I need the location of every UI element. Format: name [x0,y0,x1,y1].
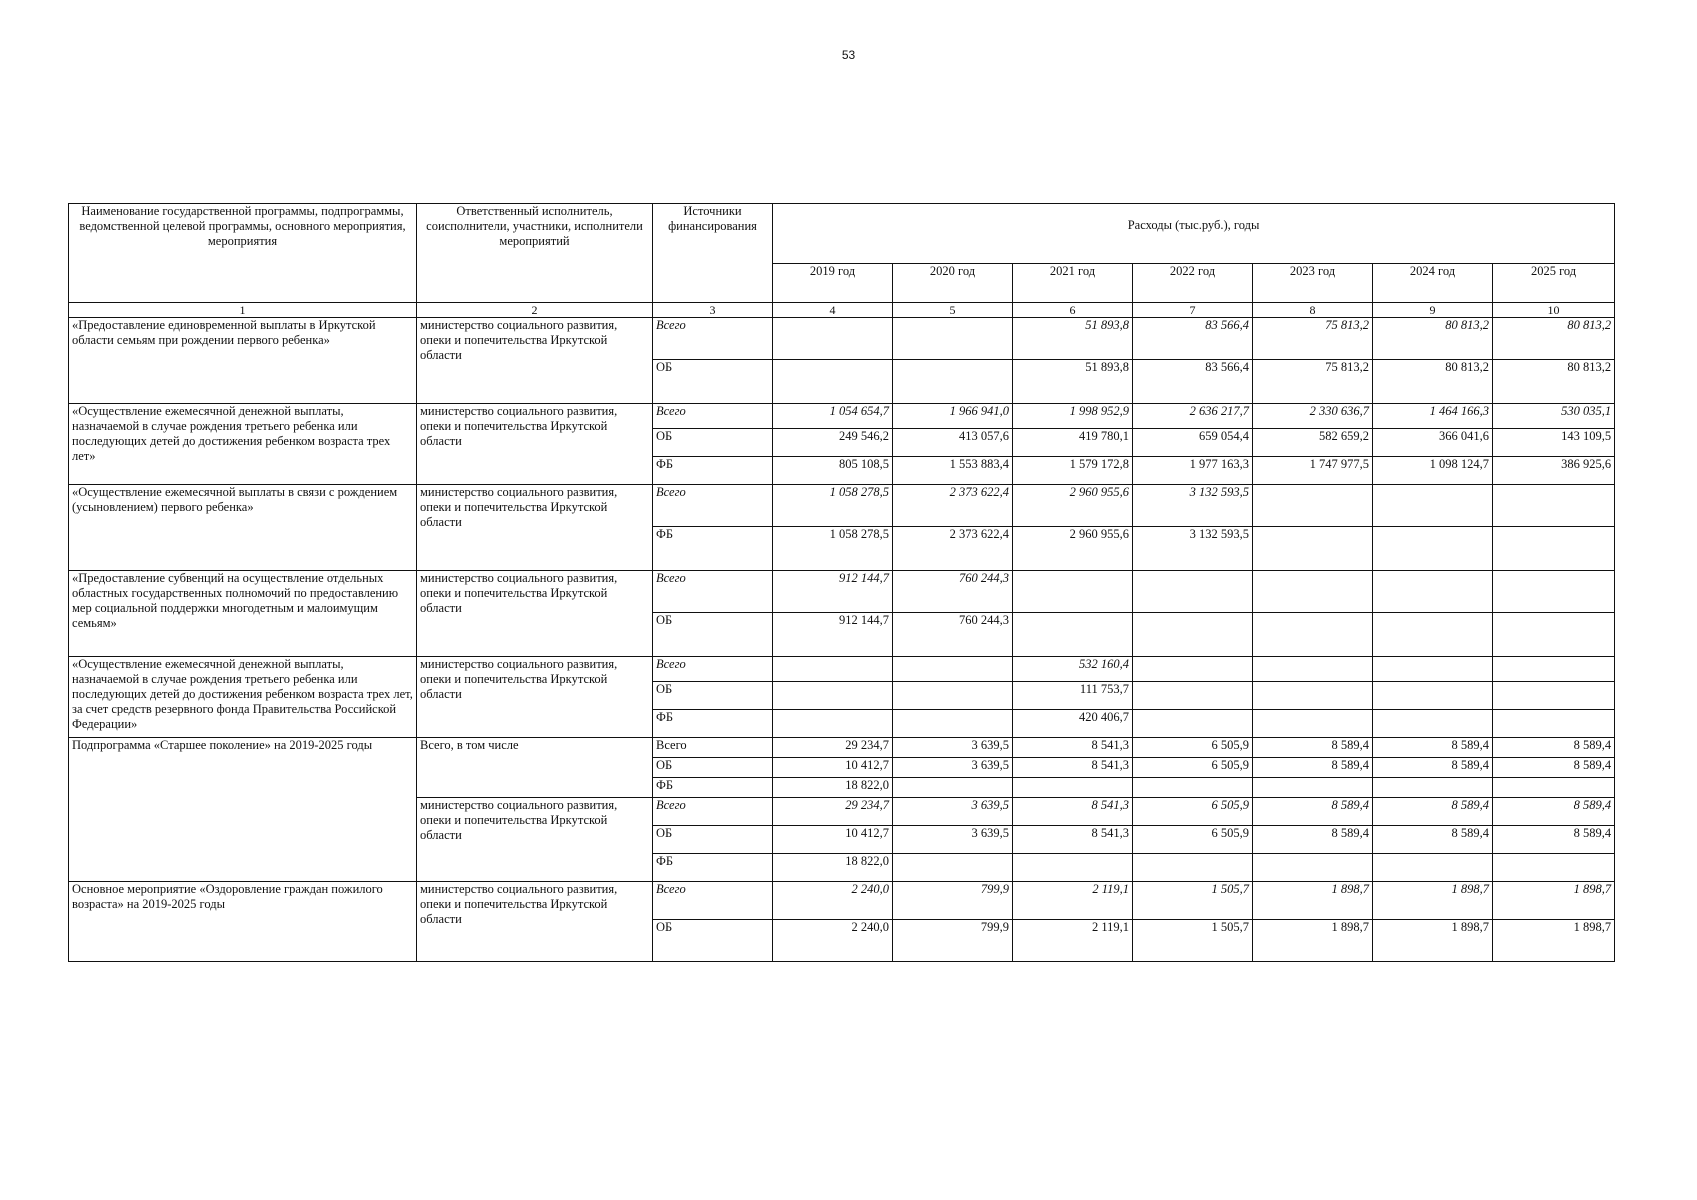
header-source: Источники финансирования [653,204,773,303]
expense-value [1133,657,1253,682]
expense-value: 1 966 941,0 [893,404,1013,429]
expense-value [1493,710,1615,738]
header-year: 2020 год [893,264,1013,303]
expense-value [1013,778,1133,798]
table-row [69,485,1615,527]
expense-value: 1 058 278,5 [773,485,893,527]
funding-source: Всего [653,657,773,682]
header-year: 2025 год [1493,264,1615,303]
expense-value: 8 589,4 [1373,758,1493,778]
header-year: 2021 год [1013,264,1133,303]
expense-value: 8 541,3 [1013,738,1133,758]
expense-value: 80 813,2 [1373,360,1493,404]
expense-value: 760 244,3 [893,613,1013,657]
expense-value: 799,9 [893,920,1013,962]
funding-source: Всего [653,318,773,360]
expense-value [893,318,1013,360]
column-number: 10 [1493,303,1615,318]
expense-value [1493,613,1615,657]
expense-value: 6 505,9 [1133,738,1253,758]
expense-value: 532 160,4 [1013,657,1133,682]
expense-value [1373,613,1493,657]
expense-value: 2 373 622,4 [893,527,1013,571]
executor-name: министерство социального развития, опеки и попечительства Иркутской области [417,882,653,962]
expense-value: 1 505,7 [1133,920,1253,962]
column-number: 3 [653,303,773,318]
expense-value: 8 589,4 [1373,826,1493,854]
expense-value [1373,485,1493,527]
column-number: 2 [417,303,653,318]
executor-name: министерство социального развития, опеки и попечительства Иркутской области [417,798,653,882]
expense-value: 3 639,5 [893,738,1013,758]
expense-value [1133,613,1253,657]
expense-value [1493,778,1615,798]
expense-value [893,360,1013,404]
expense-value: 1 579 172,8 [1013,457,1133,485]
expense-value: 912 144,7 [773,571,893,613]
expense-value [1493,485,1615,527]
expense-value: 8 589,4 [1253,826,1373,854]
funding-source: Всего [653,485,773,527]
header-executor: Ответственный исполнитель, соисполнители, участники, исполнители мероприятий [417,204,653,303]
activity-name: Основное мероприятие «Оздоровление граждан пожилого возраста» на 2019-2025 годы [69,882,417,962]
expense-value: 420 406,7 [1013,710,1133,738]
expense-value [1133,778,1253,798]
expense-value [773,710,893,738]
expense-value: 1 098 124,7 [1373,457,1493,485]
expense-value: 1 898,7 [1493,920,1615,962]
header-year: 2019 год [773,264,893,303]
expense-value [773,682,893,710]
expense-value: 2 119,1 [1013,920,1133,962]
table-row [69,738,1615,758]
header-expenses: Расходы (тыс.руб.), годы [773,204,1615,264]
expense-value: 912 144,7 [773,613,893,657]
expense-value [893,778,1013,798]
expense-value: 1 898,7 [1253,920,1373,962]
expense-value [1373,527,1493,571]
column-number: 4 [773,303,893,318]
expense-value: 18 822,0 [773,854,893,882]
expense-value: 2 960 955,6 [1013,527,1133,571]
header-year: 2022 год [1133,264,1253,303]
funding-source: ФБ [653,457,773,485]
expense-value [1493,527,1615,571]
expense-value: 8 589,4 [1253,738,1373,758]
activity-name: «Предоставление субвенций на осуществление отдельных областных государственных полномочий по предоставлению мер социальной поддержки многодетным и малоимущим семьям» [69,571,417,657]
column-number: 1 [69,303,417,318]
expense-value: 805 108,5 [773,457,893,485]
funding-source: ОБ [653,613,773,657]
expense-value: 10 412,7 [773,758,893,778]
expense-value: 1 898,7 [1373,920,1493,962]
expense-value: 659 054,4 [1133,429,1253,457]
funding-source: ФБ [653,527,773,571]
expense-value [893,657,1013,682]
expense-value [773,360,893,404]
funding-source: ФБ [653,778,773,798]
expense-value: 83 566,4 [1133,318,1253,360]
expense-value: 530 035,1 [1493,404,1615,429]
expense-value [1373,778,1493,798]
expense-value: 83 566,4 [1133,360,1253,404]
expense-value: 143 109,5 [1493,429,1615,457]
expense-value: 8 541,3 [1013,826,1133,854]
expense-value [1253,854,1373,882]
header-year: 2023 год [1253,264,1373,303]
expense-value: 8 589,4 [1493,758,1615,778]
executor-name: министерство социального развития, опеки и попечительства Иркутской области [417,485,653,571]
activity-name: «Осуществление ежемесячной выплаты в связи с рождением (усыновлением) первого ребенка» [69,485,417,571]
expense-value: 2 373 622,4 [893,485,1013,527]
expense-value: 1 464 166,3 [1373,404,1493,429]
expense-value [1253,657,1373,682]
funding-source: ОБ [653,920,773,962]
expense-value: 10 412,7 [773,826,893,854]
subprogram-name: Подпрограмма «Старшее поколение» на 2019-2025 годы [69,738,417,882]
funding-source: ФБ [653,854,773,882]
expense-value: 51 893,8 [1013,318,1133,360]
expense-value [1373,682,1493,710]
expense-value [1133,571,1253,613]
expense-value: 18 822,0 [773,778,893,798]
funding-source: ФБ [653,710,773,738]
column-number: 7 [1133,303,1253,318]
budget-table [68,203,1615,962]
expense-value: 1 898,7 [1253,882,1373,920]
expense-value: 1 553 883,4 [893,457,1013,485]
expense-value [1493,657,1615,682]
expense-value [1493,682,1615,710]
expense-value: 111 753,7 [1013,682,1133,710]
activity-name: «Осуществление ежемесячной денежной выплаты, назначаемой в случае рождения третьего ребенка или последующих детей до достижения ребенком возраста трех лет, за счет средств резервного фонда Правительства Российской Федерации» [69,657,417,738]
expense-value: 3 132 593,5 [1133,527,1253,571]
expense-value [1133,682,1253,710]
expense-value: 2 330 636,7 [1253,404,1373,429]
table-row [69,571,1615,613]
expense-value: 3 639,5 [893,826,1013,854]
expense-value: 8 589,4 [1493,738,1615,758]
expense-value: 8 589,4 [1493,826,1615,854]
column-numbers-row [69,303,1615,318]
expense-value: 75 813,2 [1253,318,1373,360]
expense-value: 3 639,5 [893,798,1013,826]
expense-value [1013,854,1133,882]
expense-value: 8 589,4 [1373,798,1493,826]
funding-source: Всего [653,798,773,826]
expense-value [773,318,893,360]
expense-value [773,657,893,682]
expense-value: 8 589,4 [1253,798,1373,826]
table-row [69,882,1615,920]
expense-value: 6 505,9 [1133,798,1253,826]
expense-value: 799,9 [893,882,1013,920]
funding-source: ОБ [653,826,773,854]
expense-value [893,710,1013,738]
page-number: 53 [841,48,856,62]
expense-value [1133,854,1253,882]
expense-value [1253,527,1373,571]
table-row [69,318,1615,360]
expense-value [1373,854,1493,882]
activity-name: «Осуществление ежемесячной денежной выплаты, назначаемой в случае рождения третьего ребенка или последующих детей до достижения ребенком возраста трех лет» [69,404,417,485]
executor-name: министерство социального развития, опеки и попечительства Иркутской области [417,318,653,404]
expense-value: 386 925,6 [1493,457,1615,485]
funding-source: Всего [653,404,773,429]
expense-value: 1 058 278,5 [773,527,893,571]
funding-source: ОБ [653,758,773,778]
executor-name: министерство социального развития, опеки и попечительства Иркутской области [417,404,653,485]
column-number: 6 [1013,303,1133,318]
expense-value: 80 813,2 [1373,318,1493,360]
expense-value [1013,613,1133,657]
expense-value: 75 813,2 [1253,360,1373,404]
expense-value [1373,657,1493,682]
column-number: 5 [893,303,1013,318]
executor-name: министерство социального развития, опеки и попечительства Иркутской области [417,571,653,657]
expense-value: 1 998 952,9 [1013,404,1133,429]
expense-value: 582 659,2 [1253,429,1373,457]
funding-source: ОБ [653,682,773,710]
expense-value: 6 505,9 [1133,758,1253,778]
header-name: Наименование государственной программы, подпрограммы, ведомственной целевой программы, основного мероприятия, мероприятия [69,204,417,303]
expense-value: 8 541,3 [1013,758,1133,778]
expense-value: 413 057,6 [893,429,1013,457]
expense-value: 80 813,2 [1493,318,1615,360]
expense-value: 1 054 654,7 [773,404,893,429]
expense-value: 6 505,9 [1133,826,1253,854]
funding-source: ОБ [653,360,773,404]
expense-value [1133,710,1253,738]
expense-value [1493,571,1615,613]
expense-value: 8 589,4 [1253,758,1373,778]
expense-value: 1 977 163,3 [1133,457,1253,485]
funding-source: Всего [653,882,773,920]
expense-value [1253,710,1373,738]
expense-value: 419 780,1 [1013,429,1133,457]
activity-name: «Предоставление единовременной выплаты в Иркутской области семьям при рождении первого ребенка» [69,318,417,404]
expense-value [1253,613,1373,657]
funding-source: Всего [653,571,773,613]
column-number: 9 [1373,303,1493,318]
expense-value: 29 234,7 [773,738,893,758]
expense-value [1253,682,1373,710]
expense-value [1373,571,1493,613]
expense-value: 249 546,2 [773,429,893,457]
funding-source: ОБ [653,429,773,457]
expense-value [1013,571,1133,613]
expense-value [1373,710,1493,738]
expense-value: 8 541,3 [1013,798,1133,826]
table-row [69,404,1615,429]
column-number: 8 [1253,303,1373,318]
expense-value: 8 589,4 [1373,738,1493,758]
expense-value [893,854,1013,882]
expense-value: 29 234,7 [773,798,893,826]
expense-value: 2 119,1 [1013,882,1133,920]
expense-value [1253,571,1373,613]
expense-value: 1 898,7 [1373,882,1493,920]
expense-value: 51 893,8 [1013,360,1133,404]
expense-value [1253,485,1373,527]
expense-value [1493,854,1615,882]
expense-value: 2 240,0 [773,882,893,920]
expense-value: 80 813,2 [1493,360,1615,404]
expense-value [893,682,1013,710]
header-year: 2024 год [1373,264,1493,303]
expense-value: 760 244,3 [893,571,1013,613]
expense-value: 1 747 977,5 [1253,457,1373,485]
table-row [69,657,1615,682]
expense-value [1253,778,1373,798]
funding-source: Всего [653,738,773,758]
expense-value: 3 639,5 [893,758,1013,778]
expense-value: 2 636 217,7 [1133,404,1253,429]
expense-value: 1 505,7 [1133,882,1253,920]
expense-value: 1 898,7 [1493,882,1615,920]
expense-value: 366 041,6 [1373,429,1493,457]
expense-value: 2 240,0 [773,920,893,962]
executor-name: министерство социального развития, опеки и попечительства Иркутской области [417,657,653,738]
expense-value: 8 589,4 [1493,798,1615,826]
executor-name: Всего, в том числе [417,738,653,798]
table-body [69,318,1615,962]
expense-value: 2 960 955,6 [1013,485,1133,527]
expense-value: 3 132 593,5 [1133,485,1253,527]
